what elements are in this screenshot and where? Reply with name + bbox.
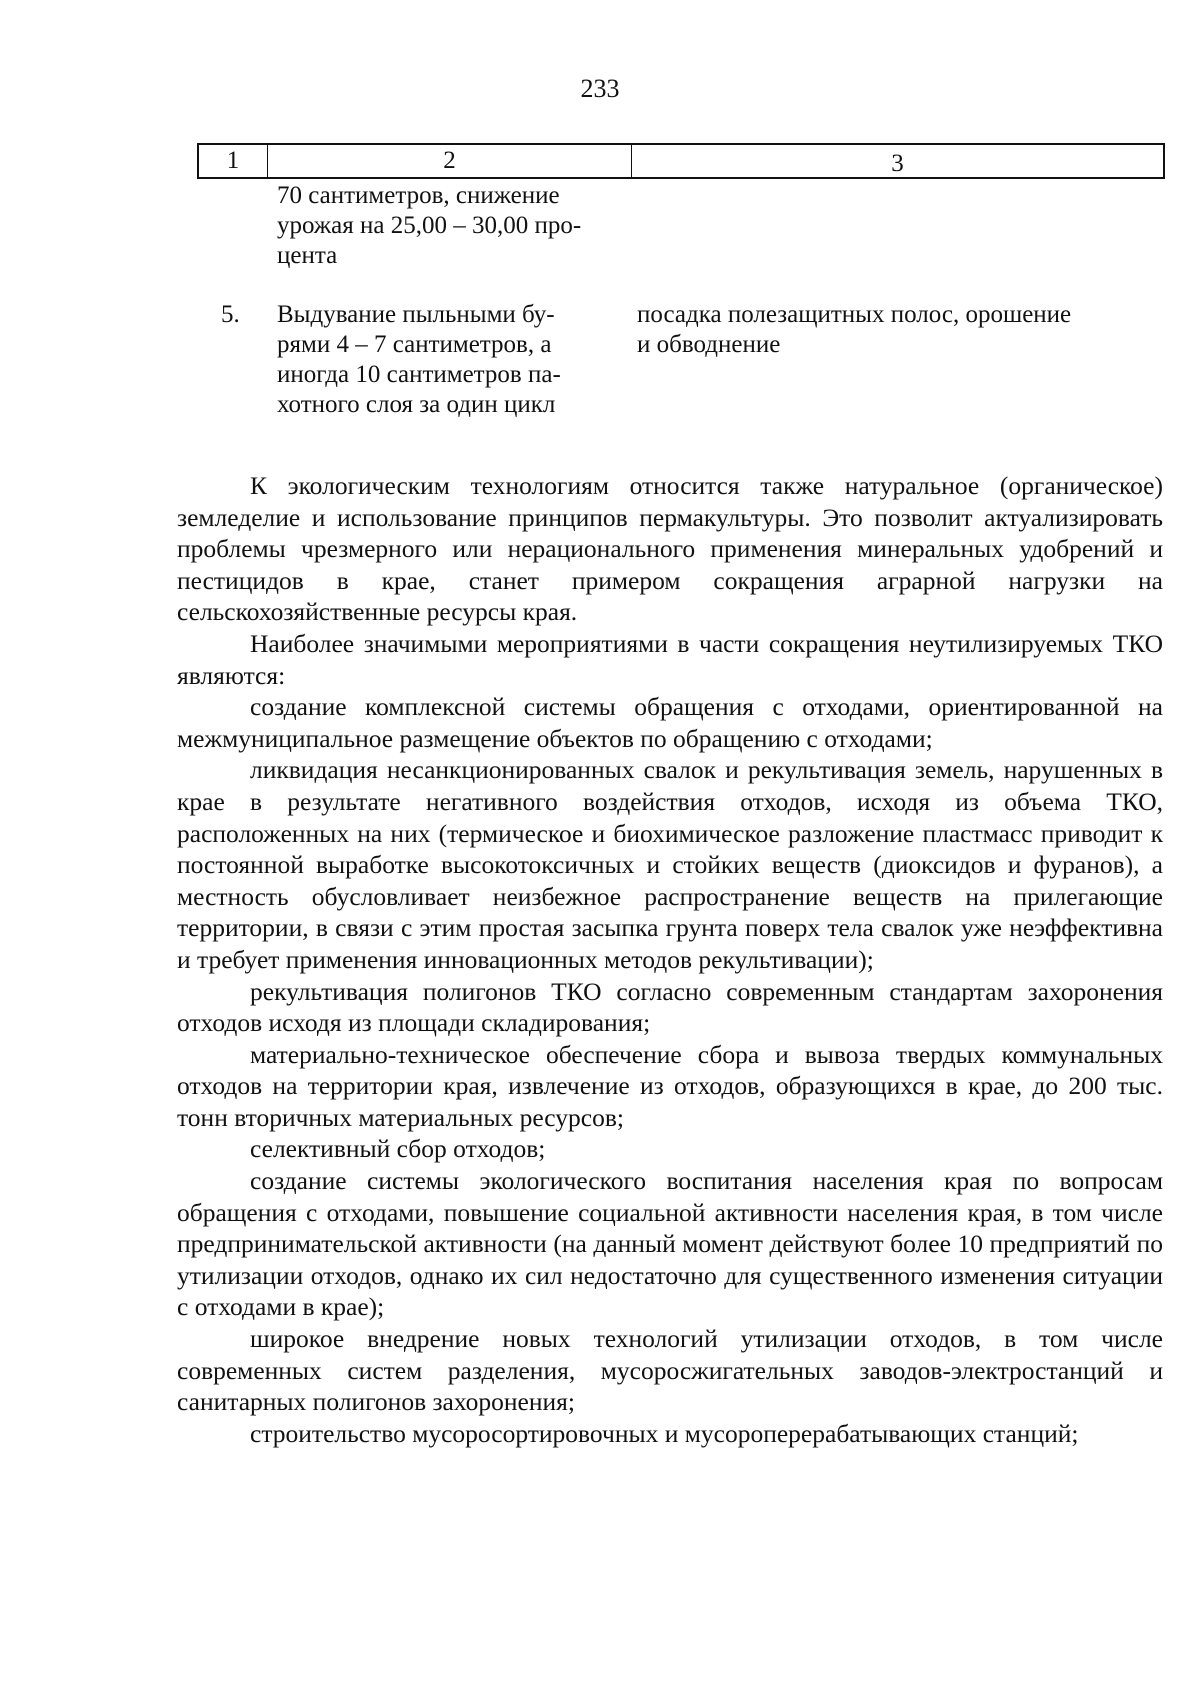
row5-col-3 — [629, 300, 1161, 420]
paragraph: ликвидация несанкционированных свалок и рекультивация земель, нарушенных в крае в результате негативного воздействия отходов, исходя из объема ТКО, расположенных на них (термическое и биохимическое разложение пластмасс приводит к постоянной выработке высокотоксичных и стойких веществ (диоксидов и фуранов), а местность обусловливает неизбежное распространение веществ на прилегающие территории, в связи с этим простая засыпка грунта поверх тела свалок уже неэффективна и требует применения инновационных методов рекультивации); — [177, 755, 1163, 974]
cell-line: иногда 10 сантиметров па- — [277, 361, 561, 388]
paragraph: селективный сбор отходов; — [250, 1134, 546, 1164]
row-cont-col-2 — [197, 181, 629, 271]
cell-line: рями 4 – 7 сантиметров, а — [277, 331, 552, 358]
cell-line: цента — [277, 242, 338, 269]
cell-line: хотного слоя за один цикл — [277, 391, 556, 418]
row5-col-2 — [197, 300, 629, 420]
paragraph: создание системы экологического воспитания населения края по вопросам обращения с отходами, повышение социальной активности населения края, в том числе предпринимательской активности (на данный момент действуют более 10 предприятий по утилизации отходов, однако их сил недостаточно для существенного изменения ситуации с отходами в крае); — [177, 1166, 1163, 1322]
paragraph: К экологическим технологиям относится также натуральное (органическое) земледелие и использование принципов пермакультуры. Это позволит актуализировать проблемы чрезмерного или нерационального применения минеральных удобрений и пестицидов в крае, станет примером сокращения аграрной нагрузки на сельскохозяйственные ресурсы края. — [177, 471, 1163, 627]
cell-line: посадка полезащитных полос, орошение — [637, 301, 1072, 328]
table-row-continued — [197, 181, 1165, 271]
paragraph: широкое внедрение новых технологий утилизации отходов, в том числе современных систем разделения, мусоросжигательных заводов-электростанций и санитарных полигонов захоронения; — [177, 1324, 1163, 1417]
row-number: 5. — [221, 301, 240, 328]
header-col-1: 1 — [226, 147, 240, 174]
cell-line: 70 сантиметров, снижение — [277, 182, 560, 209]
page-number: 233 — [580, 74, 620, 103]
header-col-2: 2 — [267, 145, 631, 177]
table-header-row — [197, 143, 1165, 179]
table-row-5 — [197, 300, 1165, 420]
paragraph: материально-техническое обеспечение сбора и вывоза твердых коммунальных отходов на территории края, извлечение из отходов, образующихся в крае, до 200 тыс. тонн вторичных материальных ресурсов; — [177, 1039, 1163, 1132]
row-cont-col-3 — [629, 181, 1161, 271]
cell-line: Выдувание пыльными бу- — [277, 301, 555, 328]
cell-line: урожая на 25,00 – 30,00 про- — [277, 212, 582, 239]
header-col-3: 3 — [631, 145, 1163, 177]
body-text — [177, 470, 1163, 1449]
cell-line: и обводнение — [637, 331, 781, 358]
paragraph: рекультивация полигонов ТКО согласно современным стандартам захоронения отходов исходя из площади складирования; — [177, 976, 1163, 1038]
continuation-table — [197, 143, 1165, 420]
paragraph: Наиболее значимыми мероприятиями в части сокращения неутилизируемых ТКО являются: — [177, 628, 1163, 690]
paragraph: строительство мусоросортировочных и мусороперерабатывающих станций; — [250, 1418, 1079, 1448]
paragraph: создание комплексной системы обращения с отходами, ориентированной на межмуниципальное размещение объектов по обращению с отходами; — [177, 692, 1163, 753]
